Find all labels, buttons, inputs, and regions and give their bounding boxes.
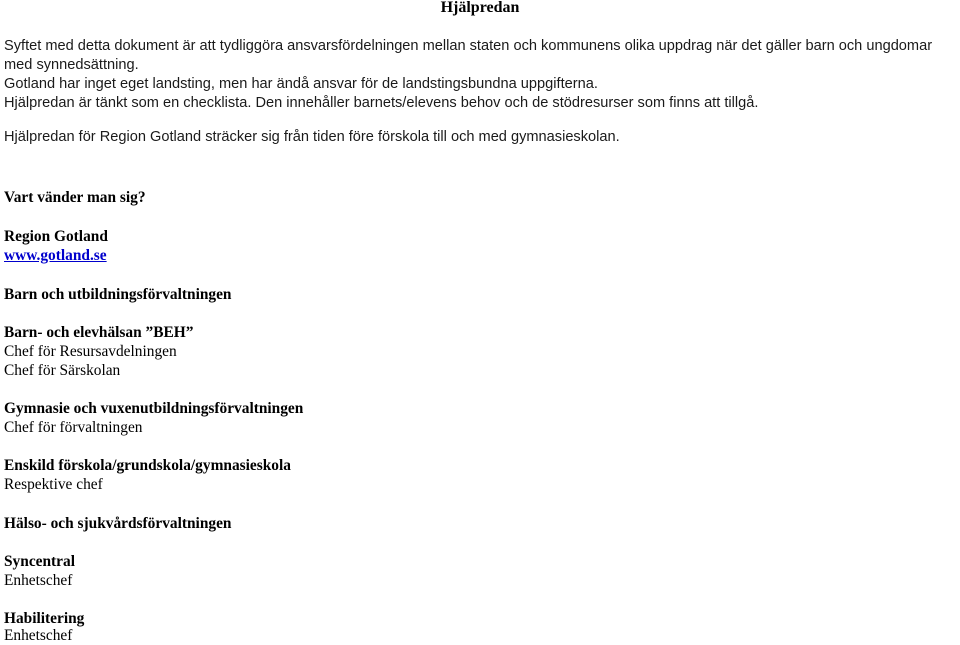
contact-role: Enhetschef <box>4 572 73 589</box>
org-heading-enskild: Enskild förskola/grundskola/gymnasieskola <box>4 457 291 474</box>
org-heading-hsf: Hälso- och sjukvårdsförvaltningen <box>4 515 232 532</box>
org-heading-region: Region Gotland <box>4 228 108 245</box>
section-heading-question: Vart vänder man sig? <box>4 189 146 206</box>
intro-line: med synnedsättning. <box>4 56 139 73</box>
intro-line: Hjälpredan är tänkt som en checklista. Den innehåller barnets/elevens behov och de stödresurser som finns att tillgå. <box>4 94 759 111</box>
org-heading-gvf: Gymnasie och vuxenutbildningsförvaltningen <box>4 400 304 417</box>
contact-role: Chef för förvaltningen <box>4 419 143 436</box>
intro-text <box>4 37 959 147</box>
org-heading-syncentral: Syncentral <box>4 553 75 570</box>
contact-role: Respektive chef <box>4 476 103 493</box>
contact-role: Chef för Särskolan <box>4 362 121 379</box>
intro-line: Syftet med detta dokument är att tydliggöra ansvarsfördelningen mellan staten och kommunens olika uppdrag när det gäller barn och ungdomar <box>4 38 933 54</box>
org-heading-habilitering: Habilitering <box>4 610 85 627</box>
org-heading-beh: Barn- och elevhälsan ”BEH” <box>4 324 194 341</box>
contact-role: Enhetschef <box>4 627 73 644</box>
intro-line: Gotland har inget eget landsting, men har ändå ansvar för de landstingsbundna uppgifterna. <box>4 75 598 92</box>
contact-role: Chef för Resursavdelningen <box>4 343 177 360</box>
region-website-link[interactable]: www.gotland.se <box>4 247 107 264</box>
document-title: Hjälpredan <box>440 0 520 16</box>
org-heading-bou: Barn och utbildningsförvaltningen <box>4 286 232 303</box>
intro-line: Hjälpredan för Region Gotland sträcker sig från tiden före förskola till och med gymnasieskolan. <box>4 128 620 145</box>
